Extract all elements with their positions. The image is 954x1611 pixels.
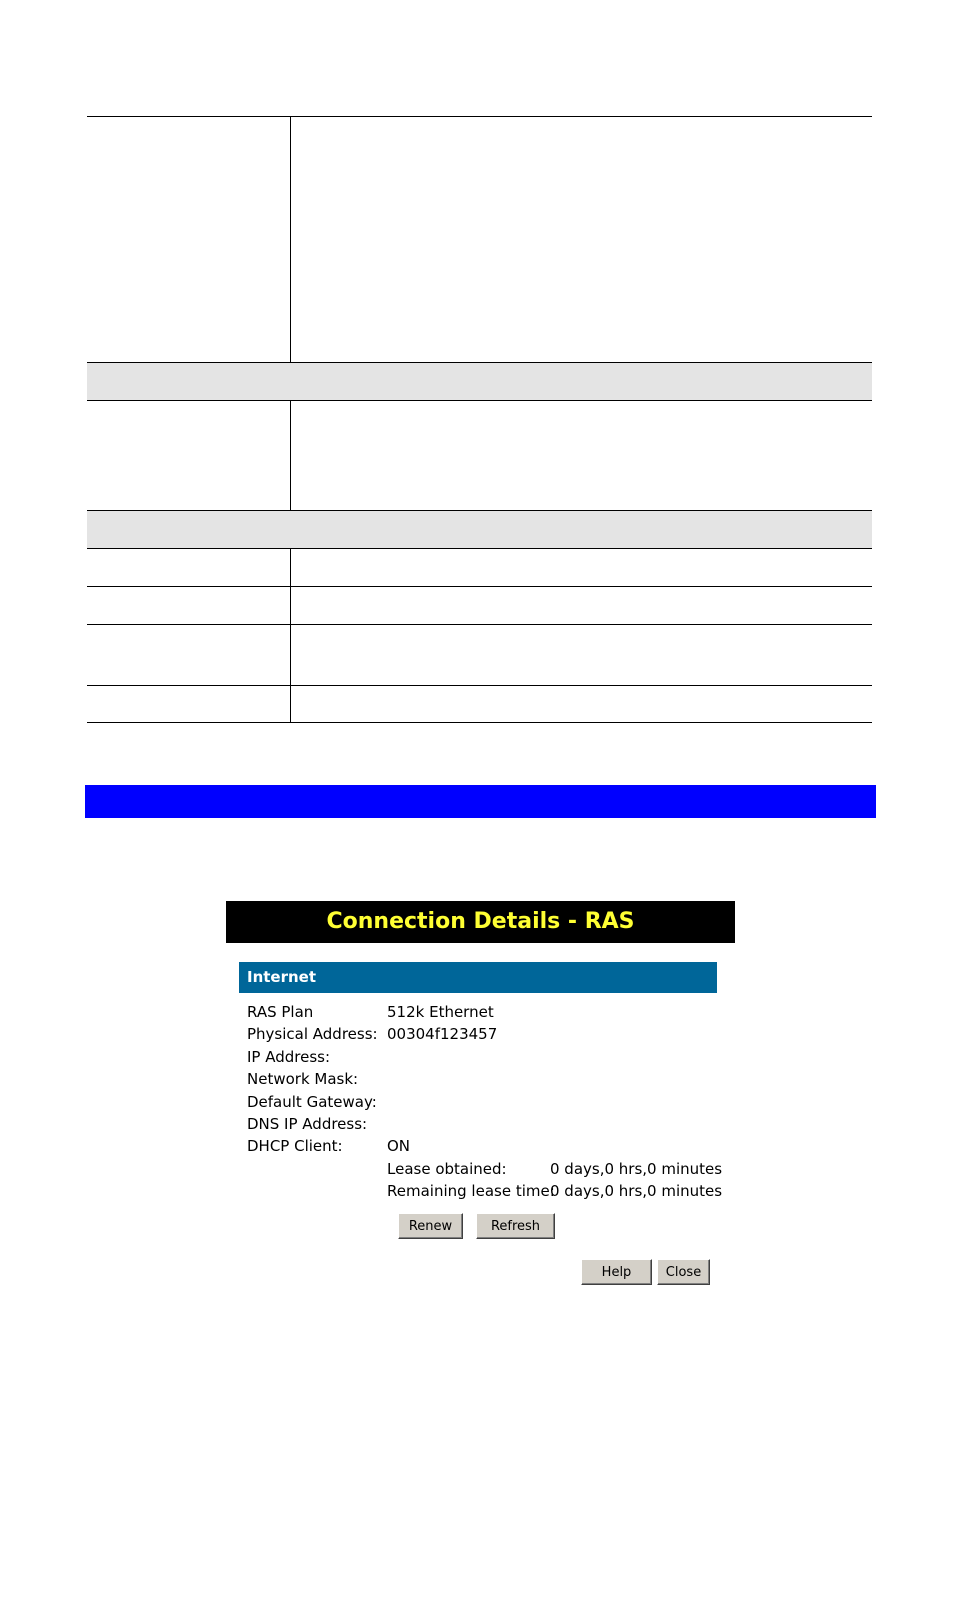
field-row-ras-plan xyxy=(247,1001,722,1023)
table-row xyxy=(87,401,872,511)
table-row xyxy=(87,549,872,587)
table-section-row xyxy=(87,511,872,549)
window-title: Connection Details - RAS xyxy=(226,901,735,943)
section-heading-bar xyxy=(85,785,876,818)
field-label: RAS Plan xyxy=(247,1003,314,1021)
table-cell xyxy=(87,686,291,723)
lease-obtained-label: Lease obtained: xyxy=(387,1159,507,1178)
renew-button[interactable]: Renew xyxy=(398,1213,463,1239)
field-value: ON xyxy=(387,1137,411,1156)
lease-obtained-value: 0 days,0 hrs,0 minutes xyxy=(550,1159,723,1178)
field-row-ip-address xyxy=(247,1046,722,1068)
table-cell xyxy=(291,549,873,587)
field-row-dns-ip-address xyxy=(247,1113,722,1135)
internet-section-header: Internet xyxy=(239,962,717,993)
field-label: Network Mask: xyxy=(247,1070,359,1089)
table-cell xyxy=(291,686,873,723)
lease-remaining-row xyxy=(247,1180,722,1202)
table-cell xyxy=(87,587,291,625)
field-label: Physical Address: xyxy=(247,1025,378,1044)
help-button[interactable]: Help xyxy=(581,1259,652,1285)
field-row-physical-address xyxy=(247,1023,722,1045)
field-label: DHCP Client: xyxy=(247,1137,343,1156)
field-row-default-gateway xyxy=(247,1091,722,1113)
lease-remaining-label: Remaining lease time: xyxy=(387,1182,555,1201)
lease-obtained-row xyxy=(247,1158,722,1180)
table-row xyxy=(87,625,872,686)
table-row xyxy=(87,117,872,363)
connection-details-window xyxy=(226,901,735,1301)
close-button[interactable]: Close xyxy=(657,1259,710,1285)
field-label: DNS IP Address: xyxy=(247,1114,368,1133)
field-label: Default Gateway: xyxy=(247,1092,377,1111)
table-cell xyxy=(87,625,291,686)
table-cell xyxy=(87,511,872,549)
table-cell xyxy=(87,549,291,587)
lease-remaining-value: 0 days,0 hrs,0 minutes xyxy=(550,1182,723,1201)
table-cell xyxy=(87,117,291,363)
table-cell xyxy=(291,587,873,625)
table-cell xyxy=(87,363,872,401)
table-row xyxy=(87,587,872,625)
table-cell xyxy=(291,625,873,686)
table-row xyxy=(87,686,872,723)
field-value: 512k Ethernet xyxy=(387,1003,494,1021)
manual-table xyxy=(87,116,872,723)
table-cell xyxy=(291,117,873,363)
connection-info xyxy=(247,1001,722,1203)
field-value: 00304f123457 xyxy=(387,1025,498,1044)
table-section-row xyxy=(87,363,872,401)
table-cell xyxy=(87,401,291,511)
refresh-button[interactable]: Refresh xyxy=(476,1213,555,1239)
field-label: IP Address: xyxy=(247,1047,331,1066)
field-row-dhcp-client xyxy=(247,1135,722,1157)
table-cell xyxy=(291,401,873,511)
field-row-network-mask xyxy=(247,1068,722,1090)
